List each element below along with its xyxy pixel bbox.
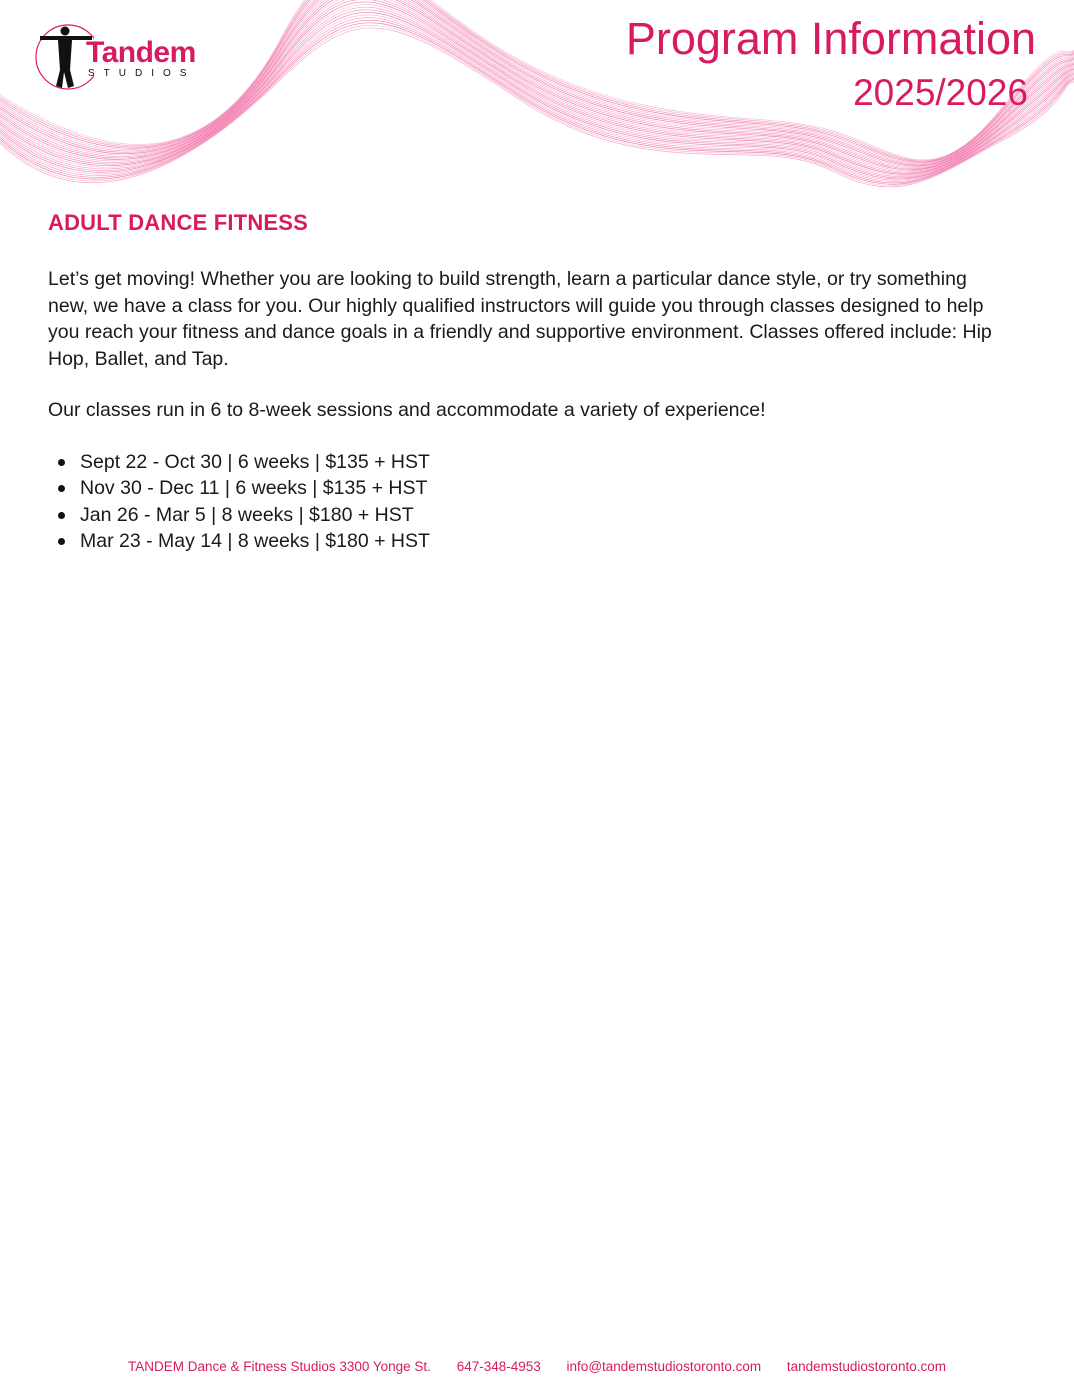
session-item [80, 475, 1008, 502]
intro-paragraph: Let’s get moving! Whether you are looking to build strength, learn a particular dance style, or try something new, we have a class for you. Our highly qualified instructors will guide you through classes designed to help you reach your fitness and dance goals in a friendly and supportive environment. Classes offered include: Hip Hop, Ballet, and Tap. [48, 268, 992, 370]
session-text: Jan 26 - Mar 5 | 8 weeks | $180 + HST [80, 503, 414, 526]
footer-phone[interactable]: 647-348-4953 [456, 1359, 541, 1374]
section-title: ADULT DANCE FITNESS [48, 210, 309, 235]
main-content [48, 210, 1008, 555]
tandem-logo [34, 22, 234, 94]
session-text: Sept 22 - Oct 30 | 6 weeks | $135 + HST [80, 450, 430, 473]
sessions-paragraph: Our classes run in 6 to 8-week sessions and accommodate a variety of experience! [48, 399, 766, 421]
session-item [80, 449, 1008, 476]
logo-wordmark: Tandem [86, 36, 196, 69]
bullet-icon [58, 459, 65, 466]
footer-email[interactable]: info@tandemstudiostoronto.com [566, 1359, 762, 1374]
logo-subtitle: STUDIOS [88, 68, 196, 79]
bullet-icon [58, 512, 65, 519]
sessions-list [48, 449, 1008, 555]
session-text: Nov 30 - Dec 11 | 6 weeks | $135 + HST [80, 477, 428, 499]
session-item [80, 502, 1008, 529]
dancer-logo-icon [34, 22, 94, 94]
footer-address: TANDEM Dance & Fitness Studios 3300 Yonge St. [128, 1359, 431, 1374]
footer [0, 1359, 1074, 1374]
session-text: Mar 23 - May 14 | 8 weeks | $180 + HST [80, 530, 430, 552]
bullet-icon [58, 485, 65, 492]
page-year: 2025/2026 [853, 72, 1028, 113]
footer-website[interactable]: tandemstudiostoronto.com [786, 1359, 946, 1374]
session-item [80, 528, 1008, 555]
page-title: Program Information [625, 13, 1036, 64]
bullet-icon [58, 538, 65, 545]
